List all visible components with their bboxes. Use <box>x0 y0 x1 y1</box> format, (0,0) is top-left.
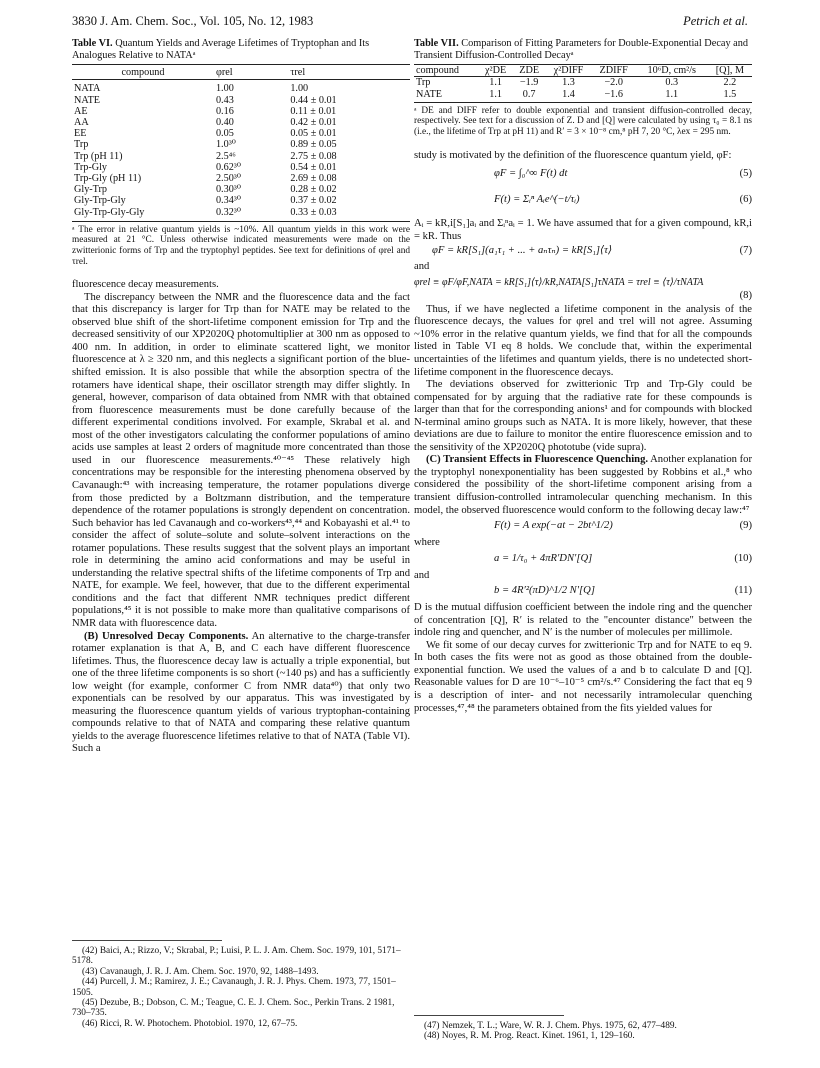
table-row: Trp-Gly (pH 11) 2.50³⁰ 2.69 ± 0.08 <box>74 173 337 185</box>
table-row: AA 0.40 0.42 ± 0.01 <box>74 117 337 128</box>
paragraph: The deviations observed for zwitterionic Trp and Trp-Gly could be compensated for by arguing that the radiative rate for these compounds is larger than that for the corresponding anions¹ and for compounds with blocked N-terminal amino groups such as NATA. It is more likely, however, that these deviations are due to failure to monitor the entire fluorescence emission and to the sensitivity of the XP2020Q phototube (vide supra). <box>414 379 752 453</box>
authors-header: Petrich et al. <box>683 14 748 28</box>
reference: (44) Purcell, J. M.; Ramirez, J. E.; Cavanaugh, J. R. J. Phys. Chem. 1973, 77, 1501–1505. <box>72 977 396 998</box>
table6 <box>72 64 410 222</box>
table-row: Trp (pH 11) 2.5⁴⁶ 2.75 ± 0.08 <box>74 150 337 162</box>
page-header <box>72 14 748 32</box>
paragraph: D is the mutual diffusion coefficient between the indole ring and the quencher of concentration [Q], R′ is related to the "encounter distance" between the indole ring and quencher, and N′ is the number of molecules per millimole. <box>414 602 752 639</box>
table6-header-row: compound φrel τrel <box>72 65 410 80</box>
and-text: and <box>414 261 430 273</box>
table-row: NATE 1.1 0.7 1.4 −1.6 1.1 1.5 <box>414 89 752 103</box>
equation-8: φrel ≡ φF/φF,NATA = kR[S₁]⟨τ⟩/kR,NATA[S₁]τNATA = τrel ≡ ⟨τ⟩/τNATA (8) <box>414 276 752 301</box>
journal-citation: 3830 J. Am. Chem. Soc., Vol. 105, No. 12, 1983 <box>72 14 314 28</box>
reference: (42) Baici, A.; Rizzo, V.; Skrabal, P.; Luisi, P. L. J. Am. Chem. Soc. 1979, 101, 5171–5178. <box>72 946 401 967</box>
table7-caption: Table VII. Comparison of Fitting Parameters for Double-Exponential Decay and Transient Diffusion-Controlled Decayᵃ <box>414 38 749 61</box>
equation-9: F(t) = A exp(−at − 2bt^1/2) (9) <box>494 520 752 532</box>
footnote-divider <box>414 1015 564 1016</box>
table-row: NATE 0.43 0.44 ± 0.01 <box>74 94 337 106</box>
and-text: and <box>414 569 430 581</box>
table7-header-row: compound χ²DE ZDE χ²DIFF ZDIFF 10⁶D, cm²/s [Q], M <box>414 65 752 77</box>
table-row: AE 0.16 0.11 ± 0.01 <box>74 105 337 117</box>
paragraph: The discrepancy between the NMR and the fluorescence data and the fact that this discrepancy is larger for Trp than for NATE may be related to the observed blue shift of the short-lifetime component emission for Trp and the decreased sensitivity of our XP2020Q photomultiplier at 300 nm as opposed to 400 nm. In addition, in order to eliminate scattered light, we monitor fluorescence at λ ≥ 320 nm, and this neglects a significant portion of the blue-shifted emission. It is also possible that while the absorption spectra of the rotamers have identical shape, their oscillator strength may differ slightly. In general, however, comparison of data obtained from NMR with that obtained from fluorescence measurements must be done carefully because of the different experimental conditions involved. For example, Skrabal et al. and most of the other investigators calculating the conformer populations of amino acids use samples at least 2 orders of magnitude more concentrated than those used in our fluorescence measurements.⁴⁰⁻⁴⁵ These relatively high concentrations may be responsible for the interesting phenomena observed by Cavanaugh:⁴³ with increasing temperature, the rotamer populations diverge from those predicted by a Boltzmann distribution, and the temperature dependence of the rotamer populations is strongly dependent on concentration. Such behavior has led Cavanaugh and co-workers⁴³,⁴⁴ and Kobayashi et al.⁴¹ to consider the affect of solute–solute and solute–solvent interactions on the rotamer populations. These results suggest that the solvent plays an important role in determining the amino acid conformations and may be useful in understanding the relative spectral shifts of the lifetime components of Trp and NATE, for example. We feel, however, that due to the different experimental conditions and the fact that different NMR techniques predict different populations,⁴⁵ it is not possible to make more than qualitative comparisons of NMR data with fluorescence data. <box>72 291 410 629</box>
table6-footnote: ᵃ The error in relative quantum yields is ~10%. All quantum yields in this work were measured at 21 °C. Unless otherwise indicated measurements were made on the zwitterionic forms of Trp and the tryptophyl peptides. See text for definitions of φrel and τrel. <box>72 224 410 267</box>
table-row: EE 0.05 0.05 ± 0.01 <box>74 128 337 140</box>
equation-11: b = 4R′²(πD)^1/2 N′[Q] (11) <box>494 585 752 597</box>
table-row: Trp 1.1 −1.9 1.3 −2.0 0.3 2.2 <box>416 77 737 89</box>
equation-6: F(t) = Σᵢⁿ Aᵢe^(−t/τᵢ) (6) <box>494 194 752 206</box>
table-row: Trp 1.0³⁰ 0.89 ± 0.05 <box>74 139 337 151</box>
table6-caption: Table VI. Quantum Yields and Average Lifetimes of Tryptophan and Its Analogues Relative to NATAᵃ <box>72 38 370 61</box>
table-row: Gly-Trp 0.30³⁰ 0.28 ± 0.02 <box>74 184 337 196</box>
equation-7: φF = kR[S₁](a₁τ₁ + ... + aₙτₙ) = kR[S₁]⟨τ⟩ (7) <box>432 245 752 257</box>
references-left <box>72 946 410 1029</box>
table7-footnote: ᵃ DE and DIFF refer to double exponential and transient diffusion-controlled decay, respectively. See text for a discussion of Z. D and [Q] were calculated by using τ₀ = 8.1 ns (i.e., the lifetime of Trp at pH 11) and R′ = 3 × 10⁻⁸ cm,⁸ pH 7, 20 °C, λex = 295 nm. <box>414 105 752 137</box>
paragraph: fluorescence decay measurements. <box>72 279 219 291</box>
right-column <box>414 38 752 715</box>
table-row: Gly-Trp-Gly-Gly 0.32³⁰ 0.33 ± 0.03 <box>72 207 410 222</box>
paragraph: We fit some of our decay curves for zwitterionic Trp and for NATE to eq 9. In both cases the fits were not as good as those obtained from the double-exponential function. We used the values of a and b to calculate D and [Q]. Reasonable values for D are 10⁻⁶–10⁻⁵ cm²/s.⁴⁷ Considering the fact that eq 9 is a description of inter- and not necessarily intramolecular quenching processes,⁴⁷,⁴⁸ the parameters obtained from the fits yielded values for <box>414 639 752 714</box>
equation-10: a = 1/τ₀ + 4πR′DN′[Q] (10) <box>494 552 752 564</box>
section-b-paragraph: (B) Unresolved Decay Components. An alternative to the charge-transfer rotamer explanation is that A, B, and C each have different fluorescence lifetimes. Thus, the fluorescence decay law is actually a triple exponential, but one of the three lifetime components is so short (~140 ps) and has a sufficiently low weight (for example, conformer C from NMR data⁴⁰) that only two exponentials can be resolved by our apparatus. This was investigated by measuring the fluorescence quantum yields of various tryptophan-containing compounds relative to that of NATA and comparing these relative quantum yields to the average fluorescence lifetimes relative to that of NATA (Table VI). Such a <box>72 630 410 755</box>
reference: (48) Noyes, R. M. Prog. React. Kinet. 1961, 1, 129–160. <box>424 1031 635 1042</box>
paragraph: Aᵢ = kR,i[S₁]aᵢ and Σᵢⁿaᵢ = 1. We have assumed that for a given compound, kR,i = kR. Thus <box>414 218 752 242</box>
reference: (43) Cavanaugh, J. R. J. Am. Chem. Soc. 1970, 92, 1488–1493. <box>82 966 319 977</box>
reference: (47) Nemzek, T. L.; Ware, W. R. J. Chem. Phys. 1975, 62, 477–489. <box>424 1021 677 1031</box>
table-row: Trp-Gly 0.62³⁰ 0.54 ± 0.01 <box>74 161 337 173</box>
reference: (46) Ricci, R. W. Photochem. Photobiol. 1970, 12, 67–75. <box>82 1018 298 1029</box>
section-c-paragraph: (C) Transient Effects in Fluorescence Quenching. Another explanation for the tryptophyl nonexponentiality has been suggested by Robbins et al.,⁸ who considered the possibility of the short-lifetime component arising from a transient diffusion-controlled intramolecular quenching mechanism. In this model, the observed fluorescence would conform to the following decay law:⁴⁷ <box>414 454 752 516</box>
section-b-heading: (B) Unresolved Decay Components. <box>84 630 249 642</box>
table-row: Gly-Trp-Gly 0.34³⁰ 0.37 ± 0.02 <box>74 195 337 207</box>
reference: (45) Dezube, B.; Dobson, C. M.; Teague, C. E. J. Chem. Soc., Perkin Trans. 2 1981, 730–735. <box>72 998 395 1019</box>
section-c-heading: (C) Transient Effects in Fluorescence Quenching. <box>426 454 649 466</box>
paragraph: Thus, if we have neglected a lifetime component in the analysis of the fluorescence decays, the values for φrel and τrel will not agree. Assuming ~10% error in the relative quantum yields, we find that for all the compounds listed in Table VI eq 8 holds. We conclude that, within the experimental uncertainties of the lifetimes and quantum yields, there is no undetected short-lifetime component in the fluorescence decays. <box>414 303 752 378</box>
where-text: where <box>414 537 440 549</box>
references-right <box>414 1021 752 1042</box>
footnote-divider <box>72 940 222 941</box>
table-row: NATA 1.00 1.00 <box>74 83 309 95</box>
paragraph: study is motivated by the definition of the fluorescence quantum yield, φF: <box>414 149 732 161</box>
table7 <box>414 64 752 103</box>
equation-5: φF = ∫₀^∞ F(t) dt (5) <box>494 168 752 180</box>
left-column <box>72 38 410 756</box>
